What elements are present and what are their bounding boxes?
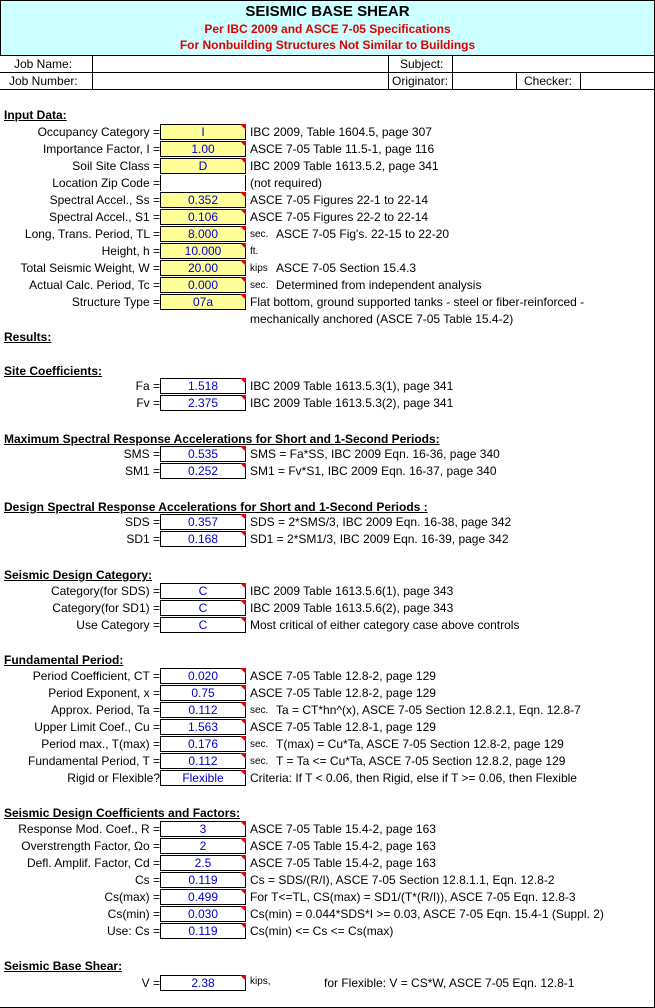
input-row xyxy=(0,141,655,158)
checker-label: Checker: xyxy=(524,74,573,88)
row-label: SMS = xyxy=(123,447,160,461)
comment-marker-icon xyxy=(240,702,246,708)
value-cell[interactable]: 07a xyxy=(160,294,246,310)
value-cell: C xyxy=(160,600,246,616)
row-label: Structure Type = xyxy=(71,295,160,309)
row-note: Flat bottom, ground supported tanks - steel or fiber-reinforced - xyxy=(250,295,585,309)
row-label: Fa = xyxy=(135,379,160,393)
job-number-label: Job Number: xyxy=(9,74,78,88)
value-cell: 2.5 xyxy=(160,855,246,871)
comment-marker-icon xyxy=(240,889,246,895)
comment-marker-icon xyxy=(240,158,246,164)
value-cell: 0.119 xyxy=(160,872,246,888)
value-cell: 3 xyxy=(160,821,246,837)
comment-marker-icon xyxy=(240,617,246,623)
subject-field[interactable] xyxy=(453,56,653,72)
row-unit: sec. xyxy=(250,739,269,750)
row-label: Approx. Period, Ta = xyxy=(51,703,160,717)
period-row xyxy=(0,702,655,719)
input-row xyxy=(0,294,655,326)
row-label: Spectral Accel., S1 = xyxy=(48,210,160,224)
row-label: Soil Site Class = xyxy=(72,159,160,173)
row-note: ASCE 7-05 Table 12.8-1, page 129 xyxy=(250,720,436,734)
row-label: Upper Limit Coef., Cu = xyxy=(34,720,160,734)
value-cell: 2 xyxy=(160,838,246,854)
site-row xyxy=(0,395,655,412)
row-label: Rigid or Flexible? xyxy=(67,771,160,785)
comment-marker-icon xyxy=(240,395,246,401)
row-label: SM1 = xyxy=(124,464,160,478)
value-cell[interactable]: 0.106 xyxy=(160,209,246,225)
value-cell: 0.357 xyxy=(160,514,246,530)
input-row xyxy=(0,243,655,260)
section-design-coefficients: Seismic Design Coefficients and Factors: xyxy=(4,806,241,820)
row-label: Actual Calc. Period, Tc = xyxy=(29,278,160,292)
value-cell: 0.252 xyxy=(160,463,246,479)
value-cell: 0.020 xyxy=(160,668,246,684)
row-unit: sec. xyxy=(250,280,269,291)
value-cell: C xyxy=(160,583,246,599)
section-seismic-design-category: Seismic Design Category: xyxy=(4,568,153,582)
row-label: Occupancy Category = xyxy=(37,125,160,139)
row-note: IBC 2009 Table 1613.5.6(2), page 343 xyxy=(250,601,454,615)
row-label: Category(for SDS) = xyxy=(50,584,160,598)
row-note: IBC 2009 Table 1613.5.6(1), page 343 xyxy=(250,584,454,598)
row-note: Cs(min) <= Cs <= Cs(max) xyxy=(250,924,394,938)
row-label: Fundamental Period, T = xyxy=(28,754,160,768)
originator-field[interactable] xyxy=(453,73,516,89)
row-label: Period max., T(max) = xyxy=(41,737,160,751)
row-note: SMS = Fa*SS, IBC 2009 Eqn. 16-36, page 340 xyxy=(250,447,500,461)
value-cell[interactable]: 1.00 xyxy=(160,141,246,157)
period-row xyxy=(0,685,655,702)
row-label: Importance Factor, I = xyxy=(42,142,160,156)
row-note: Criteria: If T < 0.06, then Rigid, else if T >= 0.06, then Flexible xyxy=(250,771,577,785)
value-cell[interactable] xyxy=(160,175,246,191)
comment-marker-icon xyxy=(240,600,246,606)
period-row xyxy=(0,753,655,770)
comment-marker-icon xyxy=(240,685,246,691)
input-row xyxy=(0,260,655,277)
row-note: ASCE 7-05 Section 15.4.3 xyxy=(276,261,417,275)
section-max-spectral: Maximum Spectral Response Accelerations for Short and 1-Second Periods: xyxy=(4,432,440,446)
value-cell: 0.75 xyxy=(160,685,246,701)
value-cell: 0.112 xyxy=(160,702,246,718)
row-label: Period Exponent, x = xyxy=(48,686,160,700)
max-row xyxy=(0,463,655,480)
comment-marker-icon xyxy=(240,821,246,827)
row-note: Most critical of either category case above controls xyxy=(250,618,520,632)
base-shear-value: 2.38 xyxy=(160,975,246,991)
row-note: SD1 = 2*SM1/3, IBC 2009 Eqn. 16-39, page 342 xyxy=(250,532,509,546)
comment-marker-icon xyxy=(240,906,246,912)
sdc-row xyxy=(0,600,655,617)
row-label: Total Seismic Weight, W = xyxy=(20,261,160,275)
row-label: Use Category = xyxy=(76,618,160,632)
row-note: T = Ta <= Cu*Ta, ASCE 7-05 Section 12.8.2, page 129 xyxy=(276,754,566,768)
job-number-field[interactable] xyxy=(93,73,388,89)
value-cell[interactable]: 0.352 xyxy=(160,192,246,208)
base-shear-label: V = xyxy=(141,976,160,990)
period-row xyxy=(0,668,655,685)
originator-label: Originator: xyxy=(392,74,449,88)
job-number-row xyxy=(0,73,655,90)
row-label: Spectral Accel., Ss = xyxy=(49,193,160,207)
value-cell[interactable]: 8.000 xyxy=(160,226,246,242)
row-note: ASCE 7-05 Figures 22-2 to 22-14 xyxy=(250,210,429,224)
value-cell: 2.375 xyxy=(160,395,246,411)
input-row xyxy=(0,124,655,141)
base-shear-row xyxy=(0,975,655,992)
comment-marker-icon xyxy=(240,753,246,759)
row-note: T(max) = Cu*Ta, ASCE 7-05 Section 12.8-2, page 129 xyxy=(276,737,564,751)
comment-marker-icon xyxy=(240,141,246,147)
comment-marker-icon xyxy=(240,378,246,384)
row-label: Defl. Amplif. Factor, Cd = xyxy=(26,856,160,870)
value-cell: 1.518 xyxy=(160,378,246,394)
comment-marker-icon xyxy=(240,192,246,198)
row-label: SD1 = xyxy=(126,532,160,546)
row-note: SM1 = Fv*S1, IBC 2009 Eqn. 16-37, page 340 xyxy=(250,464,497,478)
input-row xyxy=(0,226,655,243)
row-note: ASCE 7-05 Table 15.4-2, page 163 xyxy=(250,839,436,853)
value-cell: 0.119 xyxy=(160,923,246,939)
row-note: IBC 2009 Table 1613.5.3(1), page 341 xyxy=(250,379,454,393)
value-cell: 0.176 xyxy=(160,736,246,752)
row-label: Category(for SD1) = xyxy=(52,601,160,615)
row-unit: ft. xyxy=(250,246,259,257)
comment-marker-icon xyxy=(240,923,246,929)
coef-row xyxy=(0,906,655,923)
comment-marker-icon xyxy=(240,294,246,300)
period-row xyxy=(0,719,655,736)
comment-marker-icon xyxy=(240,243,246,249)
comment-marker-icon xyxy=(240,514,246,520)
row-label: Cs = xyxy=(134,873,160,887)
row-label: SDS = xyxy=(124,515,160,529)
row-unit: kips xyxy=(250,263,268,274)
design-row xyxy=(0,514,655,531)
base-shear-note: for Flexible: V = CS*W, ASCE 7-05 Eqn. 12.8-1 xyxy=(324,976,575,990)
period-row xyxy=(0,736,655,753)
value-cell[interactable]: 20.00 xyxy=(160,260,246,276)
comment-marker-icon xyxy=(240,668,246,674)
row-unit: sec. xyxy=(250,705,269,716)
value-cell: C xyxy=(160,617,246,633)
checker-field[interactable] xyxy=(581,73,653,89)
sdc-row xyxy=(0,617,655,634)
row-label: Cs(max) = xyxy=(104,890,160,904)
row-note: ASCE 7-05 Table 12.8-2, page 129 xyxy=(250,686,436,700)
section-site-coefficients: Site Coefficients: xyxy=(4,364,103,378)
row-note: SDS = 2*SMS/3, IBC 2009 Eqn. 16-38, page 342 xyxy=(250,515,512,529)
comment-marker-icon xyxy=(240,463,246,469)
section-input-data: Input Data: xyxy=(4,108,67,122)
row-label: Response Mod. Coef., R = xyxy=(18,822,160,836)
sheet-subtitle-2: For Nonbuilding Structures Not Similar to Buildings xyxy=(179,38,476,52)
row-label: Period Coefficient, CT = xyxy=(32,669,160,683)
row-note: Determined from independent analysis xyxy=(276,278,482,292)
comment-marker-icon xyxy=(240,277,246,283)
coef-row xyxy=(0,838,655,855)
row-label: Location Zip Code = xyxy=(52,176,160,190)
row-note: IBC 2009 Table 1613.5.3(2), page 341 xyxy=(250,396,454,410)
row-note: IBC 2009, Table 1604.5, page 307 xyxy=(250,125,432,139)
row-unit: sec. xyxy=(250,229,269,240)
row-note: ASCE 7-05 Table 15.4-2, page 163 xyxy=(250,856,436,870)
comment-marker-icon xyxy=(240,872,246,878)
comment-marker-icon xyxy=(240,719,246,725)
row-note: ASCE 7-05 Fig's. 22-15 to 22-20 xyxy=(276,227,450,241)
design-row xyxy=(0,531,655,548)
value-cell: 0.499 xyxy=(160,889,246,905)
row-note: Ta = CT*hn^(x), ASCE 7-05 Section 12.8.2.1, Eqn. 12.8-7 xyxy=(276,703,581,717)
value-cell[interactable]: D xyxy=(160,158,246,174)
subject-label: Subject: xyxy=(400,57,444,71)
row-note: Cs(min) = 0.044*SDS*I >= 0.03, ASCE 7-05 Eqn. 15.4-1 (Suppl. 2) xyxy=(250,907,604,921)
comment-marker-icon xyxy=(240,260,246,266)
row-note-continued: mechanically anchored (ASCE 7-05 Table 15.4-2) xyxy=(250,312,514,326)
value-cell: Flexible xyxy=(160,770,246,786)
row-label: Fv = xyxy=(136,396,160,410)
row-note: ASCE 7-05 Table 15.4-2, page 163 xyxy=(250,822,436,836)
row-label: Height, h = xyxy=(101,244,160,258)
section-design-spectral: Design Spectral Response Accelerations for Short and 1-Second Periods : xyxy=(4,500,428,514)
period-row xyxy=(0,770,655,787)
value-cell: 0.112 xyxy=(160,753,246,769)
input-row xyxy=(0,209,655,226)
comment-marker-icon xyxy=(240,770,246,776)
row-note: (not required) xyxy=(250,176,323,190)
coef-row xyxy=(0,889,655,906)
row-label: Use: Cs = xyxy=(106,924,160,938)
coef-row xyxy=(0,923,655,940)
row-label: Long, Trans. Period, TL = xyxy=(24,227,160,241)
comment-marker-icon xyxy=(240,226,246,232)
sdc-row xyxy=(0,583,655,600)
comment-marker-icon xyxy=(240,583,246,589)
value-cell: 0.030 xyxy=(160,906,246,922)
section-base-shear: Seismic Base Shear: xyxy=(4,959,123,973)
coef-row xyxy=(0,872,655,889)
input-row xyxy=(0,158,655,175)
row-unit: sec. xyxy=(250,756,269,767)
row-note: ASCE 7-05 Table 12.8-2, page 129 xyxy=(250,669,436,683)
site-row xyxy=(0,378,655,395)
input-row xyxy=(0,277,655,294)
row-label: Cs(min) = xyxy=(107,907,160,921)
comment-marker-icon xyxy=(240,531,246,537)
section-fundamental-period: Fundamental Period: xyxy=(4,653,124,667)
row-note: IBC 2009 Table 1613.5.2, page 341 xyxy=(250,159,439,173)
sheet-subtitle-1: Per IBC 2009 and ASCE 7-05 Specifications xyxy=(204,22,451,36)
coef-row xyxy=(0,821,655,838)
value-cell: 0.168 xyxy=(160,531,246,547)
input-row xyxy=(0,192,655,209)
base-shear-unit: kips, xyxy=(250,976,271,987)
comment-marker-icon xyxy=(240,446,246,452)
comment-marker-icon xyxy=(240,124,246,130)
section-results: Results: xyxy=(4,330,52,344)
comment-marker-icon xyxy=(240,736,246,742)
max-row xyxy=(0,446,655,463)
value-cell: 0.535 xyxy=(160,446,246,462)
value-cell[interactable]: I xyxy=(160,124,246,140)
row-label: Overstrength Factor, Ωo = xyxy=(21,839,160,853)
header xyxy=(0,0,655,56)
job-name-label: Job Name: xyxy=(14,57,73,71)
value-cell[interactable]: 0.000 xyxy=(160,277,246,293)
row-note: ASCE 7-05 Figures 22-1 to 22-14 xyxy=(250,193,429,207)
row-note: ASCE 7-05 Table 11.5-1, page 116 xyxy=(250,142,435,156)
comment-marker-icon xyxy=(240,855,246,861)
value-cell: 1.563 xyxy=(160,719,246,735)
value-cell[interactable]: 10.000 xyxy=(160,243,246,259)
row-note: Cs = SDS/(R/I), ASCE 7-05 Section 12.8.1.1, Eqn. 12.8-2 xyxy=(250,873,555,887)
comment-marker-icon xyxy=(240,209,246,215)
sheet-title: SEISMIC BASE SHEAR xyxy=(245,3,410,20)
row-note: For T<=TL, CS(max) = SD1/(T*(R/I)), ASCE 7-05 Eqn. 12.8-3 xyxy=(250,890,576,904)
comment-marker-icon xyxy=(240,838,246,844)
input-row xyxy=(0,175,655,192)
job-name-row xyxy=(0,56,655,73)
job-name-field[interactable] xyxy=(93,56,388,72)
coef-row xyxy=(0,855,655,872)
